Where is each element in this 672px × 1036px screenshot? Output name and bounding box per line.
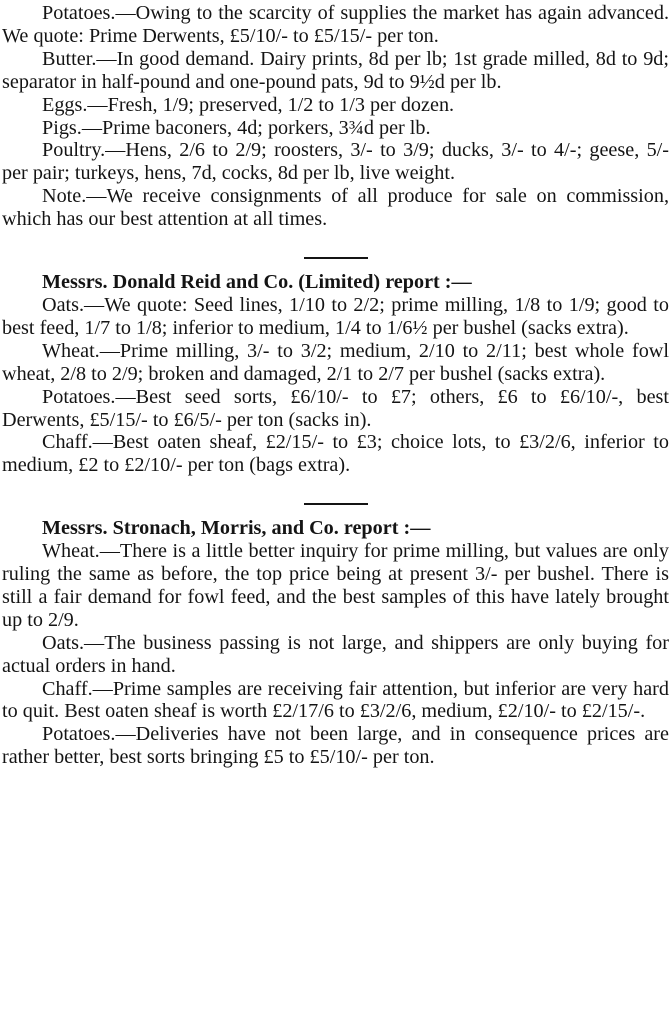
section-donald-reid [2,271,669,477]
paragraph-chaff: Chaff.—Best oaten sheaf, £2/15/- to £3; choice lots, to £3/2/6, inferior to medium, £2 to £2/10/- per ton (bags extra). [2,431,669,477]
paragraph-butter: Butter.—In good demand. Dairy prints, 8d per lb; 1st grade milled, 8d to 9d; separator in half-pound and one-pound pats, 9d to 9½d per lb. [2,47,669,93]
paragraph-potatoes: Potatoes.—Best seed sorts, £6/10/- to £7; others, £6 to £6/10/-, best Derwents, £5/15/- to £6/5/- per ton (sacks in). [2,385,669,431]
section-heading: Messrs. Donald Reid and Co. (Limited) report :— [42,271,472,294]
paragraph-potatoes: Potatoes.—Deliveries have not been large, and in consequence prices are rather better, best sorts bringing £5 to £5/10/- per ton. [2,723,669,769]
section-heading: Messrs. Stronach, Morris, and Co. report :— [42,517,431,540]
paragraph-oats: Oats.—We quote: Seed lines, 1/10 to 2/2; prime milling, 1/8 to 1/9; good to best feed, 1/7 to 1/8; inferior to medium, 1/4 to 1/6½ per bushel (sacks extra). [2,293,669,339]
section-divider [304,503,368,505]
section-stronach-morris [2,517,669,769]
paragraph-eggs: Eggs.—Fresh, 1/9; preserved, 1/2 to 1/3 per dozen. [42,93,455,116]
paragraph-wheat: Wheat.—Prime milling, 3/- to 3/2; medium, 2/10 to 2/11; best whole fowl wheat, 2/8 to 2/9; broken and damaged, 2/1 to 2/7 per bushel (sacks extra). [2,339,669,385]
section-market-report [2,2,669,231]
paragraph-note: Note.—We receive consignments of all produce for sale on commission, which has our best attention at all times. [2,185,669,231]
paragraph-pigs: Pigs.—Prime baconers, 4d; porkers, 3¾d per lb. [42,116,431,139]
paragraph-chaff: Chaff.—Prime samples are receiving fair attention, but inferior are very hard to quit. Best oaten sheaf is worth £2/17/6 to £3/2/6, medium, £2/10/- to £2/15/-. [2,677,669,723]
paragraph-poultry: Poultry.—Hens, 2/6 to 2/9; roosters, 3/- to 3/9; ducks, 3/- to 4/-; geese, 5/- per pair; turkeys, hens, 7d, cocks, 8d per lb, live weight. [2,139,669,185]
paragraph-oats: Oats.—The business passing is not large, and shippers are only buying for actual orders in hand. [2,631,669,677]
paragraph-potatoes: Potatoes.—Owing to the scarcity of supplies the market has again advanced. We quote: Prime Derwents, £5/10/- to £5/15/- per ton. [2,2,669,47]
paragraph-wheat: Wheat.—There is a little better inquiry for prime milling, but values are only ruling the same as before, the top price being at present 3/- per bushel. There is still a fair demand for fowl feed, and the best samples of this have lately brought up to 2/9. [2,540,669,631]
section-divider [304,257,368,259]
